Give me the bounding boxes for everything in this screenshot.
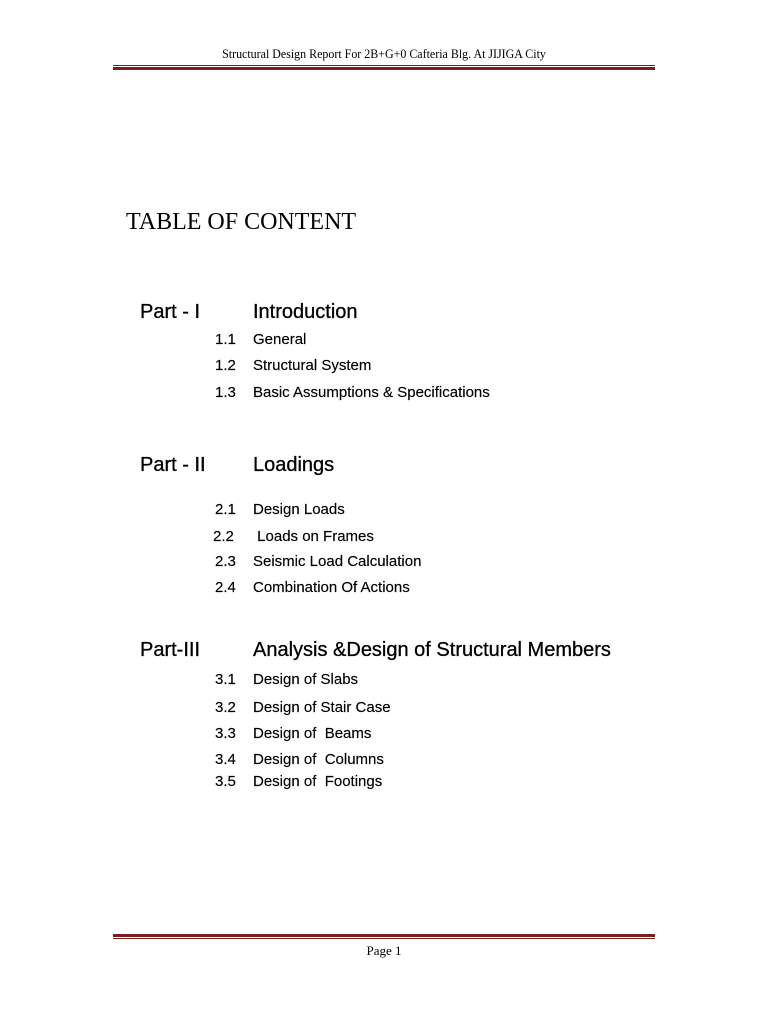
part-1-number: Part - I [140,301,201,323]
toc-item-number: 3.4 [215,751,236,768]
toc-item-number: 2.2 [213,528,234,545]
toc-item-number: 2.3 [215,553,236,570]
toc-item-label: Basic Assumptions & Specifications [253,384,490,401]
toc-item-number: 3.1 [215,671,236,688]
part-3-title: Analysis &Design of Structural Members [253,639,611,661]
part-2-title: Loadings [253,454,335,476]
header-rule [113,65,655,70]
toc-item-number: 3.5 [215,773,236,790]
toc-item-number: 1.3 [215,384,236,401]
toc-item-label: Design of Slabs [253,671,359,688]
toc-item-label: General [253,331,307,348]
toc-item-label: Design of Columns [253,751,384,768]
toc-item-number: 1.2 [215,357,236,374]
page-number: Page 1 [366,943,402,958]
part-2-number: Part - II [140,454,206,476]
toc-title: TABLE OF CONTENT [126,209,357,235]
toc-item-label: Design of Footings [253,773,383,790]
toc-item-label: Design of Stair Case [253,699,391,716]
part-3-number: Part-III [140,639,201,661]
toc-item-label: Structural System [253,357,372,374]
toc-item-number: 2.4 [215,579,236,596]
toc-item-label: Combination Of Actions [253,579,410,596]
part-1-title: Introduction [253,301,358,323]
toc-item-number: 3.2 [215,699,236,716]
toc-item-number: 1.1 [215,331,236,348]
toc-item-label: Design Loads [253,501,345,518]
page-header: Structural Design Report For 2B+G+0 Cafteria Blg. At JIJIGA City [222,46,546,61]
toc-item-label: Seismic Load Calculation [253,553,422,570]
toc-item-label: Loads on Frames [253,528,374,545]
toc-item-label: Design of Beams [253,725,372,742]
toc-item-number: 3.3 [215,725,236,742]
footer-rule [113,934,655,939]
toc-item-number: 2.1 [215,501,236,518]
